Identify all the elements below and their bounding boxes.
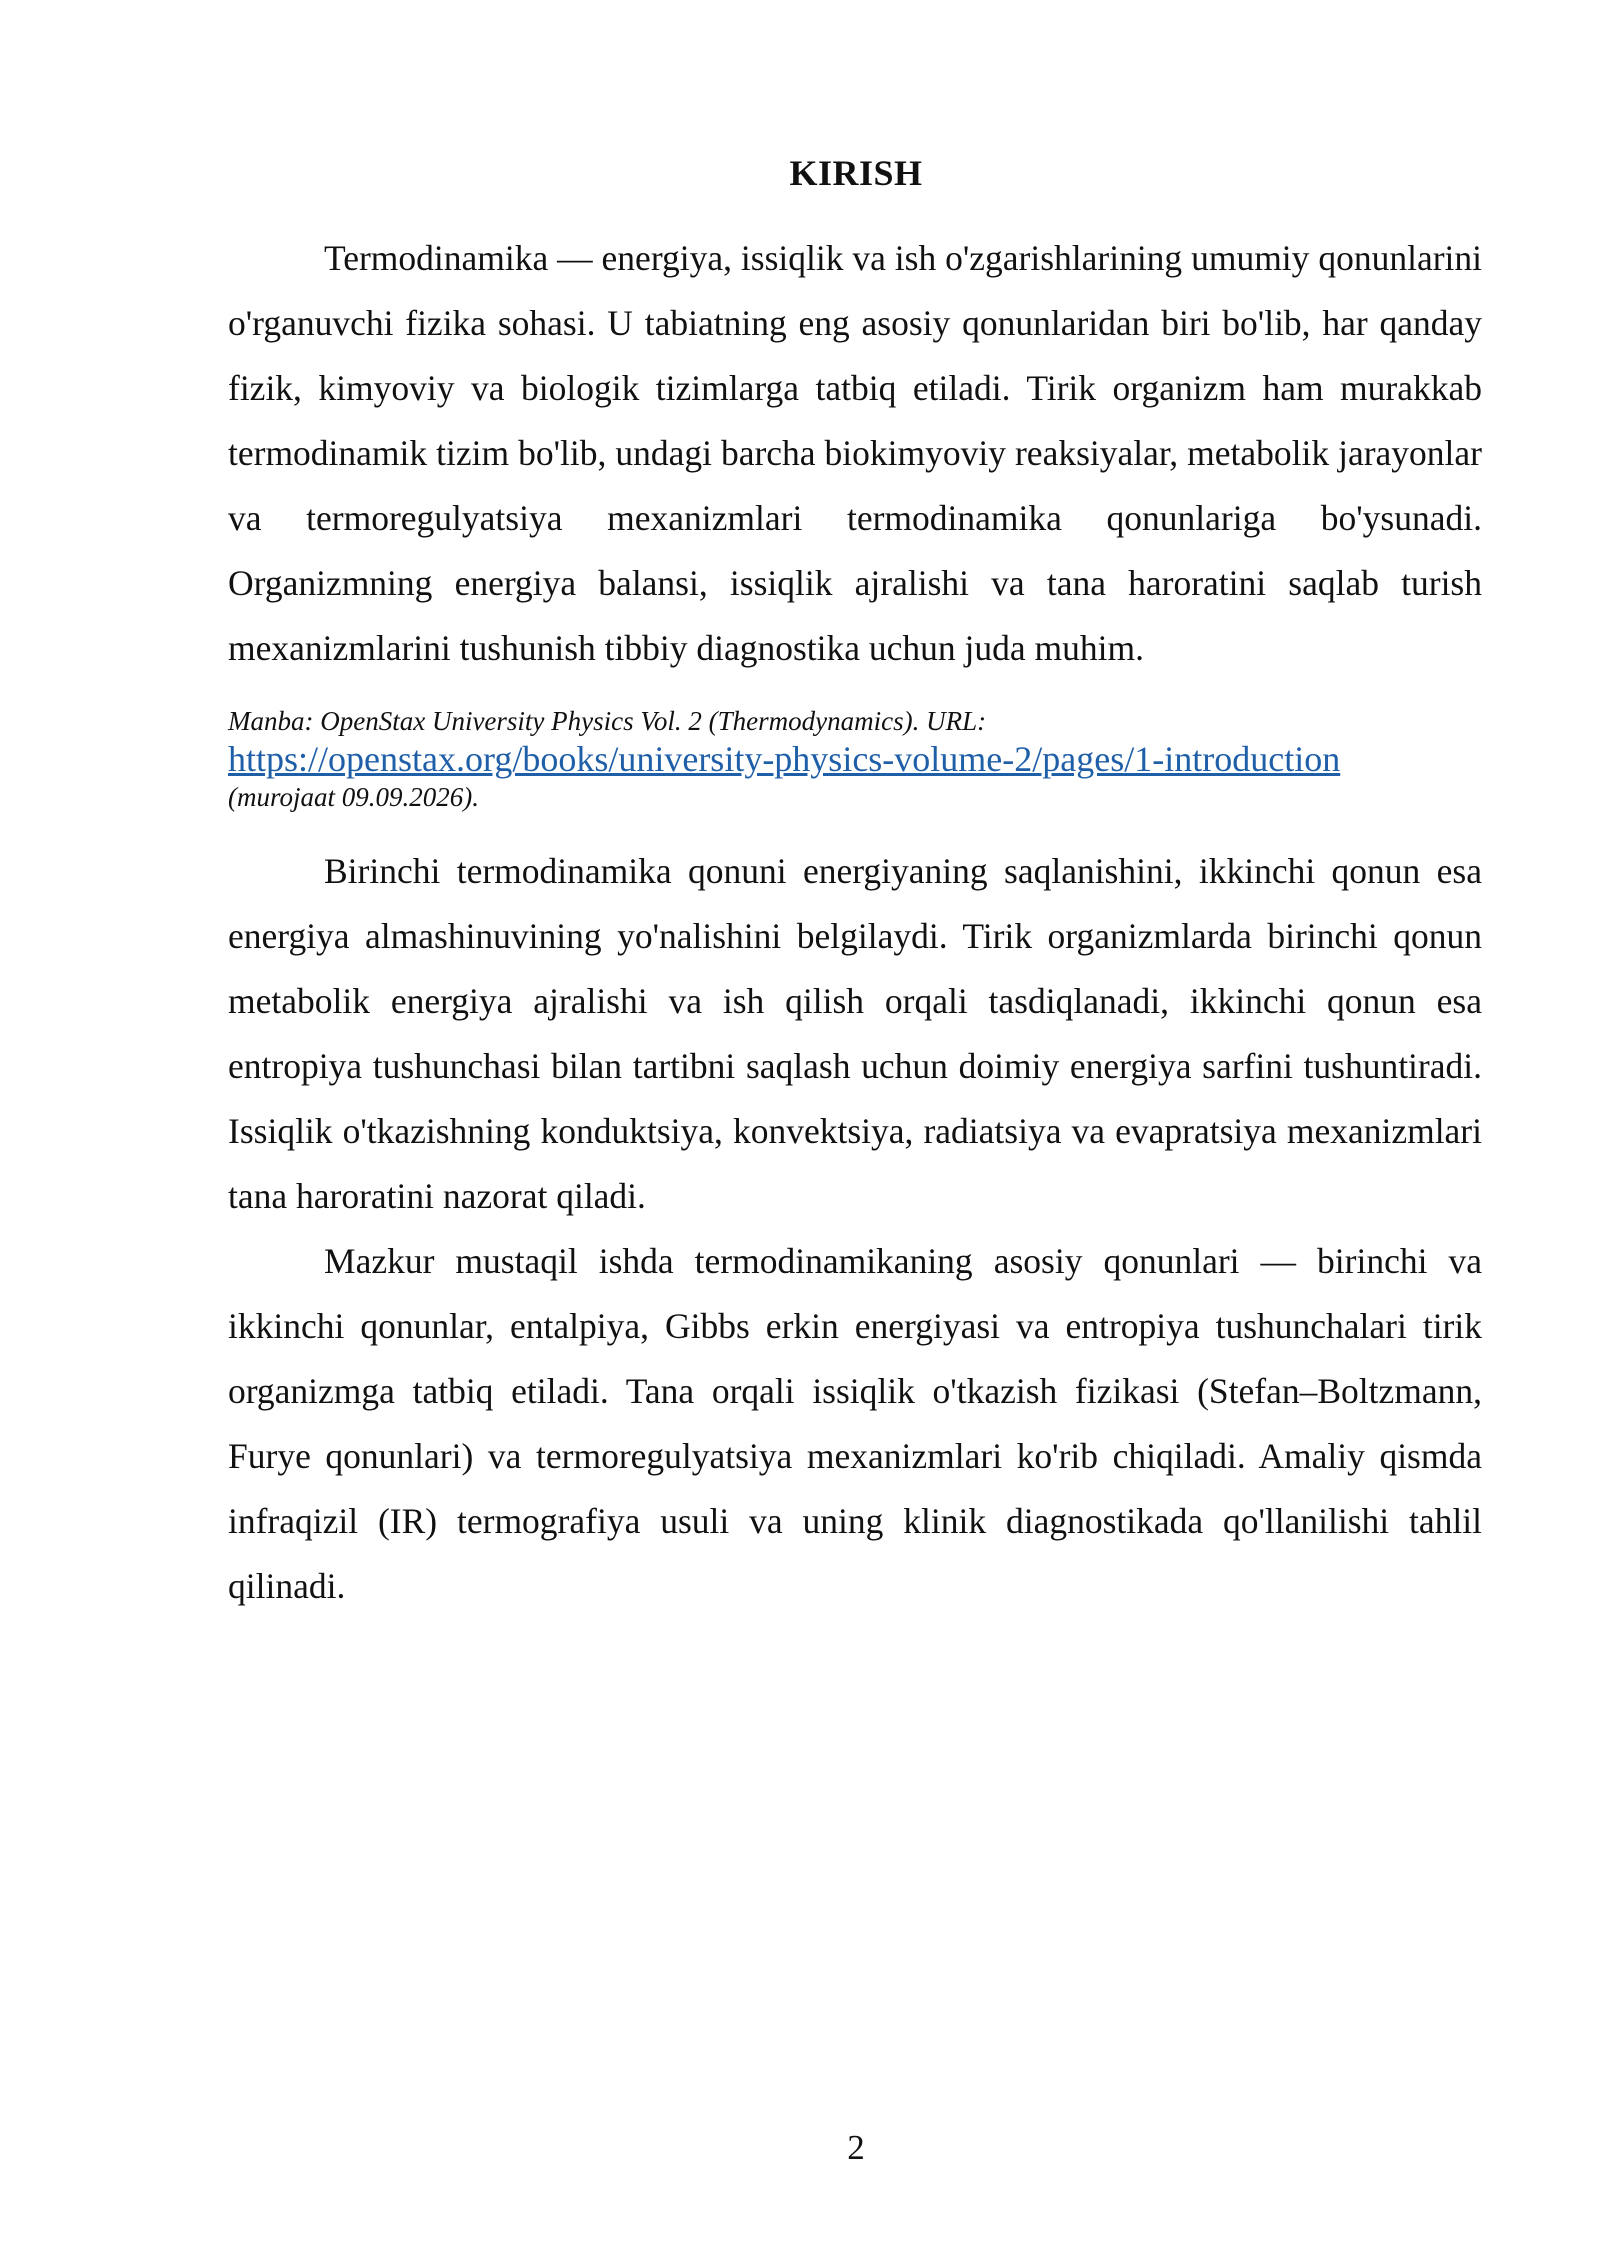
source-citation xyxy=(228,703,1482,815)
source-label: Manba: OpenStax University Physics Vol. 2 (Thermodynamics). URL: xyxy=(228,706,987,736)
paragraph-intro: Termodinamika — energiya, issiqlik va ish o'zgarishlarining umumiy qonunlarini o'rganuvchi fizika sohasi. U tabiatning eng asosiy qonunlaridan biri bo'lib, har qanday fizik, kimyoviy va biologik tizimlarga tatbiq etiladi. Tirik organizm ham murakkab termodinamik tizim bo'lib, undagi barcha biokimyoviy reaksiyalar, metabolik jarayonlar va termoregulyatsiya mexanizmlari termodinamika qonunlariga bo'ysunadi. Organizmning energiya balansi, issiqlik ajralishi va tana haroratini saqlab turish mexanizmlarini tushunish tibbiy diagnostika uchun juda muhim. xyxy=(228,238,1482,668)
source-link[interactable]: https://openstax.org/books/university-physics-volume-2/pages/1-introduction xyxy=(228,739,1341,779)
document-body xyxy=(228,226,1482,1619)
source-access-date: (murojaat 09.09.2026). xyxy=(228,782,479,812)
page-title: KIRISH xyxy=(789,153,923,193)
page-number: 2 xyxy=(847,2128,865,2167)
paragraph-scope: Mazkur mustaqil ishda termodinamikaning asosiy qonunlari — birinchi va ikkinchi qonunlar, entalpiya, Gibbs erkin energiyasi va entropiya tushunchalari tirik organizmga tatbiq etiladi. Tana orqali issiqlik o'tkazish fizikasi (Stefan–Boltzmann, Furye qonunlari) va termoregulyatsiya mexanizmlari ko'rib chiqiladi. Amaliy qismda infraqizil (IR) termografiya usuli va uning klinik diagnostikada qo'llanilishi tahlil qilinadi. xyxy=(228,1241,1482,1606)
paragraph-laws: Birinchi termodinamika qonuni energiyaning saqlanishini, ikkinchi qonun esa energiya almashinuvining yo'nalishini belgilaydi. Tirik organizmlarda birinchi qonun metabolik energiya ajralishi va ish qilish orqali tasdiqlanadi, ikkinchi qonun esa entropiya tushunchasi bilan tartibni saqlash uchun doimiy energiya sarfini tushuntiradi. Issiqlik o'tkazishning konduktsiya, konvektsiya, radiatsiya va evapratsiya mexanizmlari tana haroratini nazorat qiladi. xyxy=(228,851,1482,1216)
